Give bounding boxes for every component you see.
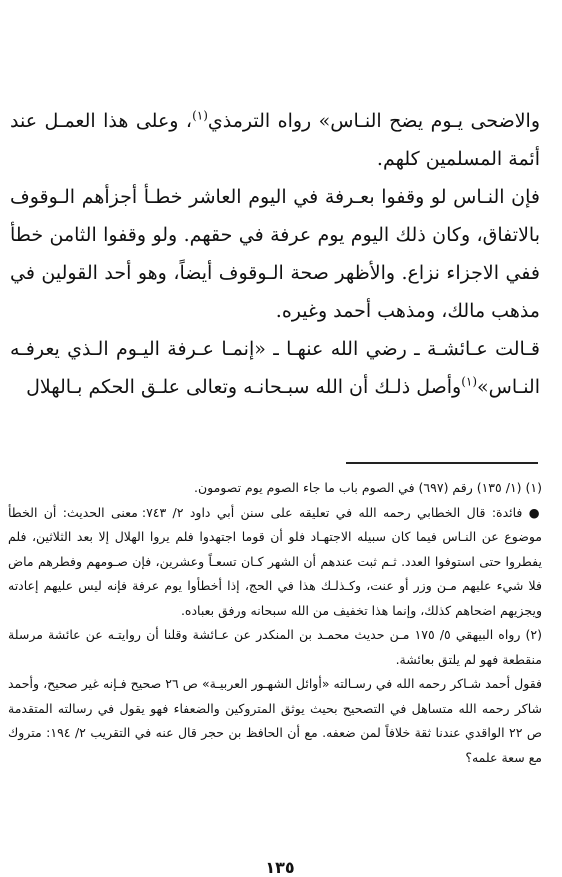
paragraph-3-text: قـالت عـائشـة ـ رضي الله عنهـا ـ «إنمـا عـرفة اليـوم الـذي يعرفـه النـاس»	[10, 338, 540, 398]
paragraph-3	[10, 330, 540, 406]
footnote-ref-1: (١)	[192, 108, 208, 123]
footnotes	[8, 476, 542, 770]
page-number: ١٣٥	[265, 858, 295, 877]
paragraph-1-text: والاضحى يـوم يضح النـاس» رواه الترمذي	[207, 110, 540, 132]
footnote-2: (٢) رواه البيهقي ٥/ ١٧٥ مـن حديث محمـد بن المنكدر عن عـائشة وقلنا أن روايتـه عن عائشة مرسلة منقطعة فهو لم يلتق بعائشة.	[8, 627, 542, 667]
footnote-separator	[346, 462, 538, 464]
footnote-ref-2: (١)	[461, 374, 478, 389]
paragraph-2	[10, 178, 540, 330]
main-text	[10, 102, 540, 406]
footnote-1: (١) (١/ ١٣٥) رقم (٦٩٧) في الصوم باب ما جاء الصوم يوم تصومون.	[193, 480, 542, 495]
paragraph-2-text: فإن النـاس لو وقفوا بعـرفة في اليوم العاشر خطـأ أجزأهم الـوقوف بالاتفاق، وكان ذلك اليوم يوم عرفة في حقهم. ولو وقفوا الثامن خطأ ففي الاجزاء نزاع. والأظهر صحة الـوقوف أيضاً، وهو أحد القولين في مذهب مالك، ومذهب أحمد وغيره.	[10, 186, 540, 322]
footnote-comment: فقول أحمد شـاكر رحمه الله في رسـالته «أوائل الشهـور العربيـة» ص ٢٦ صحيح فـإنه غير صحيح، وأحمد شاكر رحمه الله متساهل في التصحيح بحيث يوثق المتروكين والضعفاء فهو يقول في رسالته المتقدمة ص ٢٢ الواقدي عندنا ثقة خلافاً لمن ضعفه. مع أن الحافظ بن حجر قال عنه في التقريب ٢/ ١٩٤: متروك مع سعة علمه؟	[8, 676, 543, 765]
paragraph-1	[10, 102, 540, 178]
paragraph-3-text-end: وأصل ذلـك أن الله سبـحانـه وتعالى علـق الحكم بـالهلال	[26, 376, 462, 398]
footnote-benefit: ● فائدة: قال الخطابي رحمه الله في تعليقه على سنن أبي داود ٢/ ٧٤٣: معنى الحديث: أن الخطأ موضوع عن النـاس فيما كان سبيله الاجتهـاد فلو أن قوما اجتهدوا فلم يروا الهلال إلا بعد الثلاثين، فلم يفطروا حتى استوفوا العدد. ثـم ثبت عندهم أن الشهر كـان تسعـاً وعشرين، فإن صـومهم وفطرهم ماض فلا شيء عليهم مـن وزر أو عنت، وكـذلـك هذا في الحج، إذا أخطأوا يوم عرفة فإنه ليس عليهم إعادته ويجزيهم اضحاهم كذلك، وإنما هذا تخفيف من الله سبحانه ورفق بعباده.	[8, 504, 543, 618]
paragraph-1-text-end: ، وعلى هذا العمـل عند أئمة المسلمين كلهم.	[10, 110, 540, 170]
